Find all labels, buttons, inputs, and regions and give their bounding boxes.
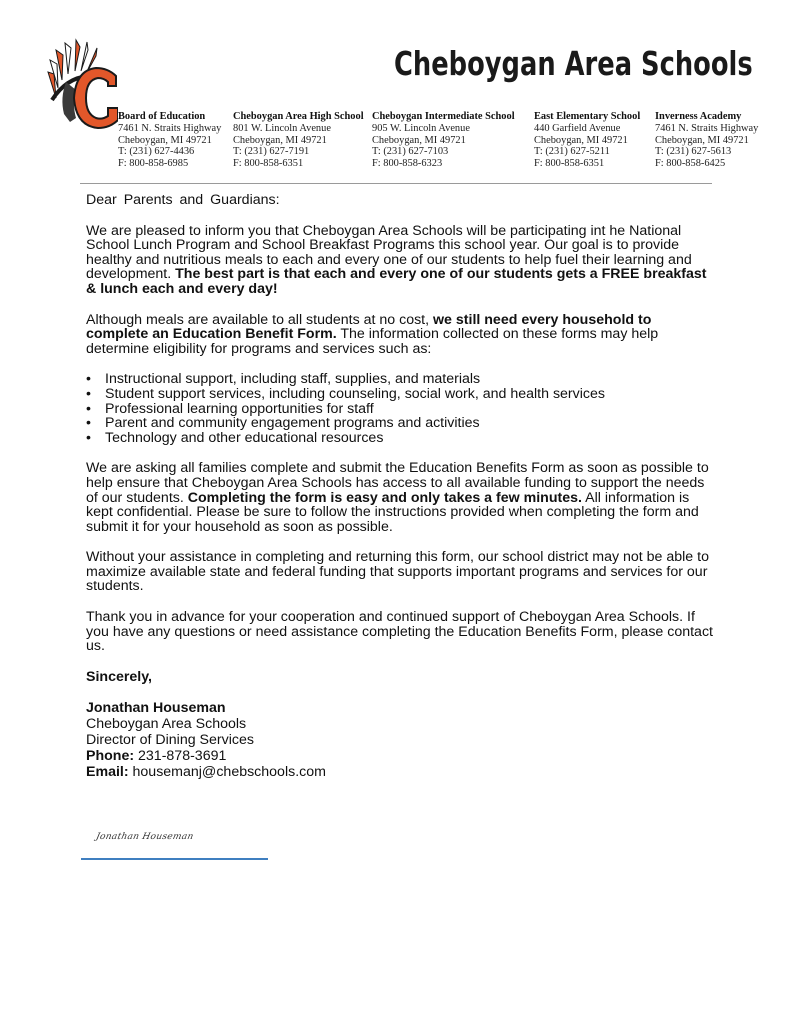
- paragraph-text: All information is kept confidential. Please be sure to follow the instructions provided when completing the form and submit it for your household as soon as possible.: [86, 489, 699, 535]
- office-street: 440 Garfield Avenue: [534, 122, 621, 134]
- paragraph-text: We are asking all families complete and submit the Education Benefits Form as soon as possible to help ensure that Cheboygan Area Schools has access to all available funding to support the needs of our students.: [86, 460, 709, 506]
- office-high-school: [233, 111, 364, 170]
- office-fax: F: 800-858-6351: [233, 158, 304, 170]
- list-item: • Parent and community engagement programs and activities: [86, 416, 716, 431]
- paragraph-request: [86, 461, 716, 534]
- paragraph-text: We are pleased to inform you that Cheboygan Area Schools will be participating int he National School Lunch Program and School Breakfast Programs this school year. Our goal is to provide healthy and nutritious meals to each and every one of our students to help fuel their learning and development.: [86, 222, 692, 283]
- paragraph-text: Although meals are available to all students at no cost,: [86, 311, 434, 328]
- letterhead: [0, 0, 786, 190]
- cheboygan-logo-icon: [46, 38, 118, 130]
- list-item: • Student support services, including counseling, social work, and health services: [86, 387, 716, 402]
- office-phone: T: (231) 627-7103: [372, 146, 449, 158]
- office-board-of-education: [118, 111, 221, 170]
- office-phone: T: (231) 627-7191: [233, 146, 310, 158]
- office-fax: F: 800-858-6425: [655, 158, 726, 170]
- handwritten-signature: Jonathan Houseman: [94, 832, 195, 842]
- paragraph-emphasis: we still need every household to complete an Education Benefit Form.: [86, 311, 652, 343]
- paragraph-emphasis: Completing the form is easy and only takes a few minutes.: [187, 489, 582, 506]
- paragraph-funding: Without your assistance in completing and returning this form, our school district may not be able to maximize available state and federal funding that supports important programs and services for our students.: [86, 549, 709, 595]
- sender-email: [86, 764, 716, 780]
- closing: Sincerely,: [86, 668, 152, 685]
- sender-title: Director of Dining Services: [86, 732, 254, 749]
- phone-label: Phone:: [86, 748, 135, 765]
- sender-name: Jonathan Houseman: [86, 700, 226, 717]
- sender-phone: [86, 748, 716, 764]
- letter-body: [86, 193, 716, 780]
- paragraph-text: The information collected on these forms may help determine eligibility for programs and services such as:: [86, 326, 659, 357]
- office-phone: T: (231) 627-4436: [118, 146, 195, 158]
- office-street: 801 W. Lincoln Avenue: [233, 122, 331, 134]
- office-name: East Elementary School: [534, 111, 641, 122]
- office-city: Cheboygan, MI 49721: [233, 134, 327, 146]
- office-city: Cheboygan, MI 49721: [118, 134, 212, 146]
- office-name: Board of Education: [118, 111, 206, 122]
- paragraph-intro: [86, 224, 716, 297]
- paragraph-benefit-form: [86, 313, 716, 357]
- email-label: Email:: [86, 764, 129, 781]
- office-fax: F: 800-858-6351: [534, 158, 605, 170]
- office-phone: T: (231) 627-5613: [655, 146, 732, 158]
- phone-value: 231-878-3691: [134, 748, 227, 765]
- paragraph-emphasis: The best part is that each and every one of our students gets a FREE breakfast & lunch each and every day!: [86, 266, 707, 297]
- office-name: Cheboygan Area High School: [233, 111, 364, 122]
- email-value: housemanj@chebschools.com: [128, 764, 326, 781]
- office-intermediate-school: [372, 111, 515, 170]
- office-name: Inverness Academy: [655, 111, 742, 122]
- paragraph-thanks: Thank you in advance for your cooperation and continued support of Cheboygan Area Schools. If you have any questions or need assistance completing the Education Benefits Form, please contact us.: [86, 609, 713, 655]
- office-name: Cheboygan Intermediate School: [372, 111, 515, 122]
- school-name: Cheboygan Area Schools: [394, 44, 753, 83]
- office-street: 905 W. Lincoln Avenue: [372, 122, 470, 134]
- office-phone: T: (231) 627-5211: [534, 146, 610, 158]
- office-fax: F: 800-858-6323: [372, 158, 443, 170]
- sender-block: [86, 700, 716, 780]
- office-east-elementary: [534, 111, 640, 170]
- office-city: Cheboygan, MI 49721: [372, 134, 466, 146]
- greeting: Dear Parents and Guardians:: [86, 192, 280, 208]
- office-inverness-academy: [655, 111, 758, 170]
- office-street: 7461 N. Straits Highway: [118, 122, 222, 134]
- office-city: Cheboygan, MI 49721: [655, 134, 749, 146]
- letterhead-divider: [80, 183, 712, 184]
- services-list: [86, 372, 716, 445]
- office-fax: F: 800-858-6985: [118, 158, 189, 170]
- sender-organization: Cheboygan Area Schools: [86, 716, 247, 733]
- list-item: • Professional learning opportunities for staff: [86, 402, 716, 417]
- list-item: • Instructional support, including staff, supplies, and materials: [86, 372, 716, 387]
- office-city: Cheboygan, MI 49721: [534, 134, 628, 146]
- signature-line: [81, 858, 268, 860]
- office-street: 7461 N. Straits Highway: [655, 122, 759, 134]
- list-item: • Technology and other educational resources: [86, 431, 716, 446]
